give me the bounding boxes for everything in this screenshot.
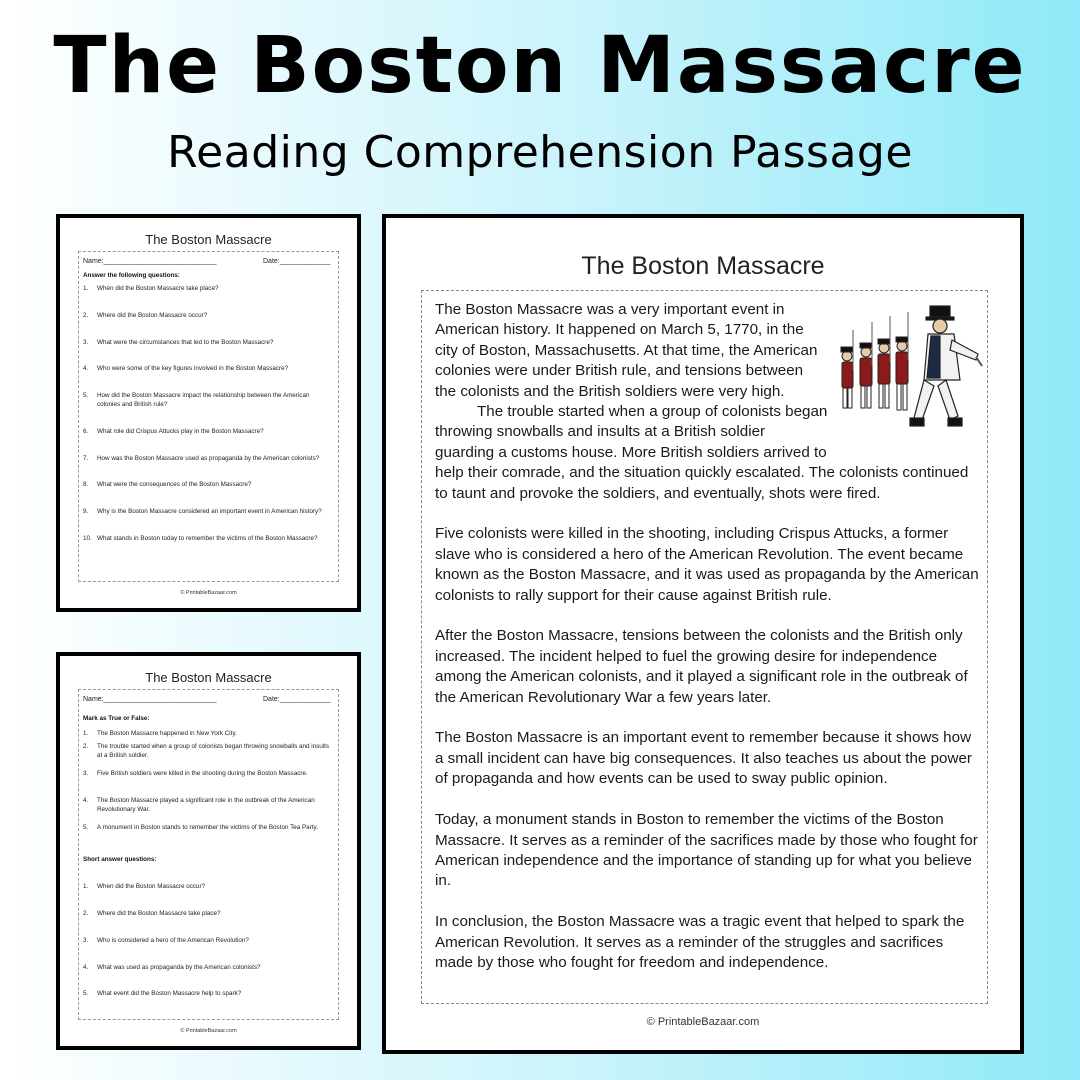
question-number: 3. bbox=[83, 339, 89, 346]
name-field-label: Name:_____________________________ bbox=[83, 258, 217, 265]
item-text: Who is considered a hero of the American Revolution? bbox=[97, 937, 249, 944]
question-text: What were the consequences of the Boston Massacre? bbox=[97, 481, 252, 488]
true-false-item bbox=[83, 796, 334, 814]
item-number: 2. bbox=[83, 743, 89, 750]
question-item bbox=[83, 454, 334, 463]
item-number: 1. bbox=[83, 730, 89, 737]
name-date-row bbox=[83, 696, 332, 708]
question-item bbox=[83, 391, 334, 409]
item-text: The Boston Massacre happened in New York City. bbox=[97, 730, 237, 737]
question-item bbox=[83, 364, 334, 373]
passage-title: The Boston Massacre bbox=[581, 252, 825, 280]
question-text: What were the circumstances that led to the Boston Massacre? bbox=[97, 339, 274, 346]
question-number: 6. bbox=[83, 428, 89, 435]
passage-paragraph: The Boston Massacre was a very important event in American history. It happened on March 5, 1770, in the city of Boston, Massachusetts. At that time, the American colonies were under British rule, and tensions between the colonists and the British soldiers were very high. bbox=[435, 301, 818, 400]
question-number: 1. bbox=[83, 285, 89, 292]
date-field-label: Date:_____________ bbox=[263, 258, 331, 265]
quiz-worksheet-preview bbox=[56, 652, 361, 1050]
question-text: Who were some of the key figures involved in the Boston Massacre? bbox=[97, 365, 289, 372]
item-number: 4. bbox=[83, 964, 89, 971]
question-number: 2. bbox=[83, 312, 89, 319]
true-false-item bbox=[83, 769, 334, 778]
question-text: What role did Crispus Attucks play in the Boston Massacre? bbox=[97, 428, 264, 435]
name-date-row bbox=[83, 258, 332, 270]
passage-text bbox=[435, 300, 980, 994]
item-number: 5. bbox=[83, 990, 89, 997]
copyright-footer: © PrintableBazaar.com bbox=[180, 1028, 237, 1034]
short-answer-item bbox=[83, 909, 334, 918]
item-text: The Boston Massacre played a significant role in the outbreak of the American Revolutionary War. bbox=[97, 797, 315, 813]
question-text: Where did the Boston Massacre occur? bbox=[97, 312, 208, 319]
question-number: 8. bbox=[83, 481, 89, 488]
question-item bbox=[83, 480, 334, 489]
worksheet-body bbox=[78, 689, 339, 1020]
questions-worksheet-preview bbox=[56, 214, 361, 612]
question-text: Why is the Boston Massacre considered an important event in American history? bbox=[97, 508, 322, 515]
page-subtitle: Reading Comprehension Passage bbox=[167, 127, 913, 178]
question-item bbox=[83, 284, 334, 293]
question-text: How did the Boston Massacre impact the relationship between the American colonies and British rule? bbox=[97, 392, 310, 408]
question-item bbox=[83, 311, 334, 320]
question-text: How was the Boston Massacre used as propaganda by the American colonists? bbox=[97, 455, 320, 462]
copyright-footer: © PrintableBazaar.com bbox=[646, 1016, 760, 1028]
copyright-footer: © PrintableBazaar.com bbox=[180, 590, 237, 596]
british-soldiers-illustration bbox=[836, 300, 986, 450]
true-false-item bbox=[83, 729, 334, 738]
page-title: The Boston Massacre bbox=[53, 21, 1027, 111]
worksheet-title: The Boston Massacre bbox=[145, 670, 272, 685]
passage-body bbox=[421, 290, 988, 1004]
passage-paragraph: After the Boston Massacre, tensions between the colonists and the British only increased. The incident helped to fuel the growing desire for independence among the American colonists, and it played a significant role in the outbreak of the American Revolutionary War a few years later. bbox=[435, 627, 968, 706]
item-number: 3. bbox=[83, 770, 89, 777]
passage-paragraph: Five colonists were killed in the shooting, including Crispus Attucks, a former slave who is considered a hero of the American Revolution. The event became known as the Boston Massacre, and it was used as propaganda by the American colonists to rally support for their cause against British rule. bbox=[435, 525, 979, 604]
question-number: 7. bbox=[83, 455, 89, 462]
question-number: 10. bbox=[83, 535, 92, 542]
short-answer-heading: Short answer questions: bbox=[83, 856, 157, 863]
item-text: Where did the Boston Massacre take place? bbox=[97, 910, 221, 917]
question-text: When did the Boston Massacre take place? bbox=[97, 285, 219, 292]
short-answer-item bbox=[83, 936, 334, 945]
short-answer-item bbox=[83, 963, 334, 972]
item-text: What was used as propaganda by the American colonists? bbox=[97, 964, 261, 971]
passage-worksheet-preview bbox=[382, 214, 1024, 1054]
passage-paragraph: The trouble started when a group of colonists began throwing snowballs and insults at a British soldier guarding a customs house. More British soldiers arrived to help their comrade, and the situation quickly escalated. The colonists continued to taunt and provoke the soldiers, and eventually, shots were fired. bbox=[435, 403, 969, 502]
worksheet-title: The Boston Massacre bbox=[145, 232, 272, 247]
question-item bbox=[83, 534, 334, 543]
question-item bbox=[83, 507, 334, 516]
item-text: The trouble started when a group of colonists began throwing snowballs and insults at a British soldier. bbox=[97, 743, 330, 759]
question-number: 4. bbox=[83, 365, 89, 372]
item-text: What event did the Boston Massacre help to spark? bbox=[97, 990, 242, 997]
question-item bbox=[83, 427, 334, 436]
item-number: 5. bbox=[83, 824, 89, 831]
item-number: 2. bbox=[83, 910, 89, 917]
question-text: What stands in Boston today to remember the victims of the Boston Massacre? bbox=[97, 535, 318, 542]
question-number: 9. bbox=[83, 508, 89, 515]
item-number: 4. bbox=[83, 797, 89, 804]
true-false-item bbox=[83, 742, 334, 760]
item-text: When did the Boston Massacre occur? bbox=[97, 883, 206, 890]
passage-paragraph: Today, a monument stands in Boston to remember the victims of the Boston Massacre. It serves as a reminder of the sacrifices made by those who fought for American independence and the importance of standing up for what you believe in. bbox=[435, 811, 978, 890]
item-number: 3. bbox=[83, 937, 89, 944]
worksheet-body bbox=[78, 251, 339, 582]
questions-heading: Answer the following questions: bbox=[83, 272, 180, 279]
passage-paragraph: In conclusion, the Boston Massacre was a tragic event that helped to spark the American Revolution. It serves as a reminder of the struggles and sacrifices made by those who fought for freedom and independence. bbox=[435, 913, 965, 971]
name-field-label: Name:_____________________________ bbox=[83, 696, 217, 703]
item-text: A monument in Boston stands to remember the victims of the Boston Tea Party. bbox=[97, 824, 318, 831]
passage-paragraph: The Boston Massacre is an important event to remember because it shows how a small incident can have big consequences. It also teaches us about the power of propaganda and how events can be used to sway public opinion. bbox=[435, 729, 972, 788]
short-answer-item bbox=[83, 989, 334, 998]
item-text: Five British soldiers were killed in the shooting during the Boston Massacre. bbox=[97, 770, 308, 777]
question-item bbox=[83, 338, 334, 347]
true-false-heading: Mark as True or False: bbox=[83, 715, 150, 722]
date-field-label: Date:_____________ bbox=[263, 696, 331, 703]
true-false-item bbox=[83, 823, 334, 832]
item-number: 1. bbox=[83, 883, 89, 890]
question-number: 5. bbox=[83, 392, 89, 399]
short-answer-item bbox=[83, 882, 334, 891]
